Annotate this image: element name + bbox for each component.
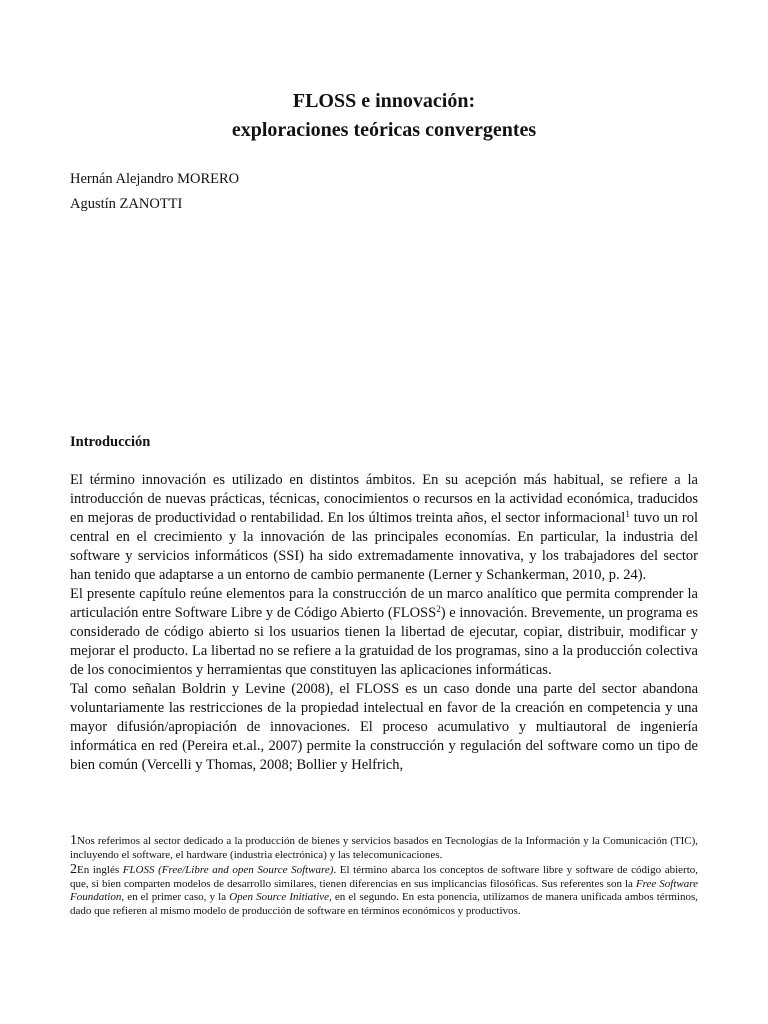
paragraph-1 (70, 471, 698, 585)
footnote-1-number: 1 (70, 833, 77, 848)
footnote-1 (70, 834, 698, 862)
title-line-2: exploraciones teóricas convergentes (231, 119, 537, 141)
footnote-2-italic-fsf: Free Software Foundation (70, 877, 698, 904)
footnote-2-text-b: . El término abarca los conceptos de software libre y software de código abierto, que, si bien comparten modelos de desarrollo similares, tienen diferencias en sus implicancias filosóficas. Sus referentes son la (70, 864, 698, 890)
footnote-2-number: 2 (70, 862, 77, 878)
author-1: Hernán Alejandro MORERO (70, 171, 240, 187)
paragraph-2-part-b: ) e innovación. Brevemente, un programa es considerado de código abierto si los usuarios tienen la libertad de ejecutar, copiar, distribuir, modificar y mejorar el producto. La libertad no se refiere a la gratuidad de los programas, sino a la producción colectiva de los conocimientos y herramientas que constituyen las aplicaciones informáticas. (70, 605, 698, 678)
footnote-2 (70, 863, 698, 918)
footnotes (70, 834, 698, 920)
footnote-2-italic-osi: Open Source Initiative (229, 891, 330, 904)
author-2: Agustín ZANOTTI (70, 196, 183, 212)
title-line-1: FLOSS e innovación: (292, 90, 476, 112)
paragraph-1-part-a: El término innovación es utilizado en distintos ámbitos. En su acepción más habitual, se refiere a la introducción de nuevas prácticas, técnicas, conocimientos o recursos en la actividad económica, traducidos en mejoras de productividad o rentabilidad. En los últimos treinta años, el sector informacional (70, 472, 698, 526)
body-text (70, 471, 698, 775)
paragraph-3: Tal como señalan Boldrin y Levine (2008), el FLOSS es un caso donde una parte del sector abandona voluntariamente las restricciones de la propiedad intelectual en favor de la creación en competencia y una mayor difusión/apropiación de innovaciones. El proceso acumulativo y multiautoral de ingeniería informática en red (Pereira et.al., 2007) permite la construcción y regulación del software como un tipo de bien común (Vercelli y Thomas, 2008; Bollier y Helfrich, (70, 681, 698, 773)
section-heading: Introducción (70, 434, 151, 450)
footnote-ref-1[interactable]: 1 (625, 509, 630, 519)
footnote-2-text-d: , en el segundo. En esta ponencia, utilizamos de manera unificada ambos términos, dado que refieren al mismo modelo de producción de software en términos económicos y productivos. (70, 891, 698, 917)
paragraph-2-part-a: El presente capítulo reúne elementos para la construcción de un marco analítico que permita comprender la articulación entre Software Libre y de Código Abierto (FLOSS (70, 586, 698, 621)
paragraph-1-part-b: tuvo un rol central en el crecimiento y la innovación de las principales economías. En particular, la industria del software y servicios informáticos (SSI) ha sido extremadamente innovativa, y los trabajadores del sector han tenido que adaptarse a un entorno de cambio permanente (Lerner y Schankerman, 2010, p. 24). (70, 510, 699, 583)
footnote-ref-2[interactable]: 2 (436, 604, 441, 614)
paragraph-2 (70, 585, 698, 680)
footnote-2-text-a: En inglés (77, 864, 123, 877)
footnote-1-text: Nos referimos al sector dedicado a la producción de bienes y servicios basados en Tecnologías de la Información y la Comunicación (TIC), incluyendo el software, el hardware (industria electrónica) y las telecomunicaciones. (70, 835, 698, 861)
paper-title (0, 87, 768, 145)
footnote-2-italic-floss: FLOSS (Free/Libre and open Source Software) (122, 864, 334, 877)
footnote-2-text-c: , en el primer caso, y la (121, 891, 230, 904)
